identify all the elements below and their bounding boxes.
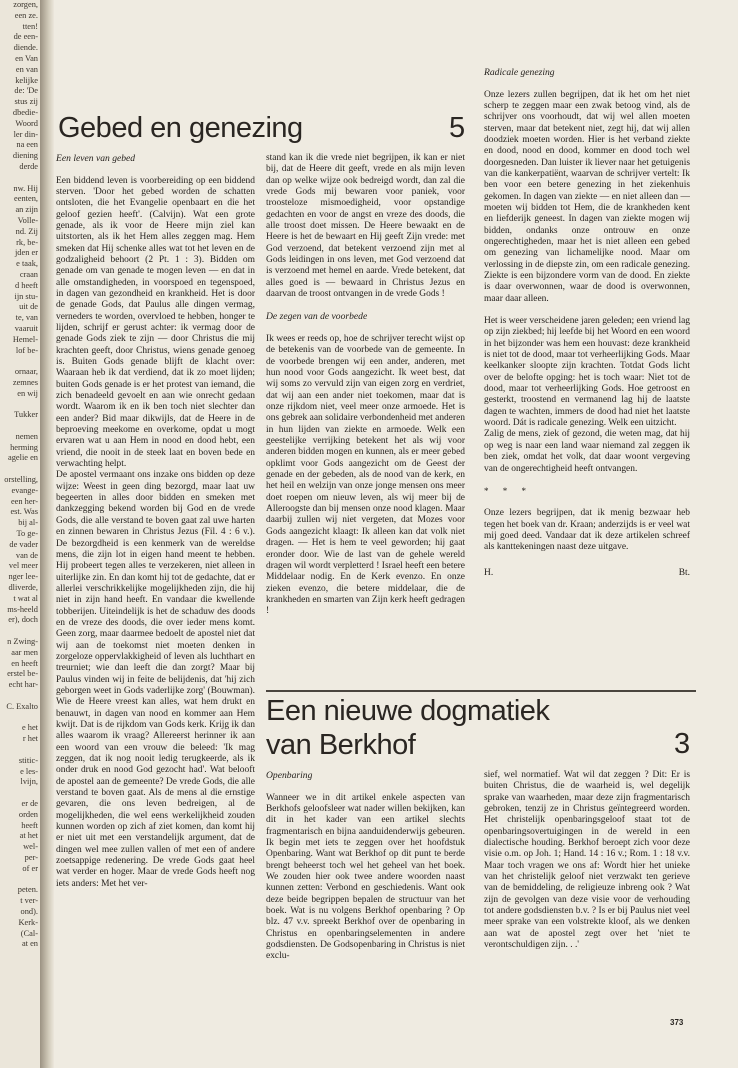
prev-page-fragment: Tukker [14, 410, 38, 420]
section-subhead: Radicale genezing [484, 67, 555, 78]
prev-page-fragment: Woord [15, 118, 38, 128]
paragraph: Ziekte is een bijzondere vorm van de dood. En ziekte is daar overwonnen, waar de dood is overwonnen, maar daar alleen. [484, 271, 690, 304]
paragraph: Zalig de mens, ziek of gezond, die weten mag, dat hij op weg is naar een land waar niemand zal zeggen ik ben ziek, omdat het volk, dat daar woont vergeving van de ongerechtigheid heeft ontvangen. [484, 429, 690, 474]
prev-page-fragment: nger lee- [8, 572, 38, 582]
prev-page-fragment: diening [12, 151, 38, 161]
prev-page-fragment: zemnes [12, 377, 38, 387]
paragraph: Onze lezers begrijpen, dat ik menig bezwaar heb tegen het boek van dr. Kraan; anderzijds is er veel wat mij goed deed. Vandaar dat ik deze artikelen schreef als kanttekeningen naast deze uitgave. [484, 508, 690, 553]
article1-column-3 [484, 67, 690, 579]
prev-page-fragment: stitic- [18, 755, 38, 765]
prev-page-fragment: erstel be- [7, 669, 38, 679]
prev-page-fragment: nw. Hij [13, 183, 38, 193]
prev-page-fragment: vel meer [8, 561, 38, 571]
prev-page-fragment: uit de [19, 302, 38, 312]
prev-page-fragment: rk, be- [16, 237, 38, 247]
prev-page-fragment: lof be- [15, 345, 38, 355]
prev-page-fragment: agelie en [8, 453, 38, 463]
prev-page-fragment [0, 626, 40, 637]
prev-page-fragment: ornaar, [14, 367, 38, 377]
prev-page-fragment: een her- [10, 496, 38, 506]
prev-page-fragment: Hemel- [12, 334, 38, 344]
paragraph: Onze lezers zullen begrijpen, dat ik het om het niet scherp te zeggen maar een zwak betoog vind, als de schrijver ons voorhoudt, dat wij wel allen moeten sterven, maar dat betekent niet, zegt hij, dat wij allen doodziek moeten worden. Hier is het verband ziekte en dood, nood en dood, kommer en dood toch wel doorgesneden. Dan luister ik liever naar het getuigenis van die kankerpatiënt, waarvan de schrijver vertelt: Ik ben voor een betere genezing in het ziekenhuis gekomen. In dagen van ziekte — en niet alleen dan — moeten wij bidden tot Hem, die de krankheden kent en liefderijk geneest. In dagen van ziekte mogen wij bidden, ondanks onze ontrouw en onze ongerechtigheden, maar het is niet alleen een gebed om genezing van lichamelijke nood. Maar om verlossing in de diepste zin, om een radicale genezing. [484, 89, 690, 270]
book-gutter [40, 0, 54, 1068]
previous-page-strip [0, 0, 40, 1068]
section-subhead: De zegen van de voorbede [266, 311, 368, 323]
prev-page-fragment: en heeft [11, 658, 38, 668]
page-number: 373 [670, 1018, 684, 1027]
prev-page-fragment: derde [19, 161, 38, 171]
prev-page-fragment: van de [15, 550, 38, 560]
prev-page-fragment: aar men [11, 647, 38, 657]
prev-page-fragment: en Van [15, 53, 38, 63]
prev-page-fragment: orden [18, 809, 38, 819]
prev-page-fragment: te, van [15, 313, 38, 323]
section-divider: * * * [484, 485, 532, 496]
prev-page-fragment: de vader [9, 539, 38, 549]
prev-page-fragment: er), doch [8, 615, 38, 625]
article2-title [266, 694, 549, 762]
prev-page-fragment: en wij [17, 388, 38, 398]
prev-page-fragment: ler din- [13, 129, 38, 139]
prev-page-fragment [0, 875, 40, 886]
prev-page-fragment: of er [22, 863, 38, 873]
article-divider-rule [266, 690, 696, 692]
prev-page-fragment: at en [21, 939, 38, 949]
prev-page-fragment: orstelling, [4, 475, 38, 485]
prev-page-fragment: ijn stu- [14, 291, 38, 301]
article2-column-1 [266, 770, 465, 963]
prev-page-fragment: est. Was [10, 507, 38, 517]
prev-page-fragment: e taak, [16, 259, 38, 269]
prev-page-fragment: evange- [11, 485, 38, 495]
prev-page-fragment: nd. Zij [15, 226, 38, 236]
prev-page-fragment: de: 'De [14, 86, 38, 96]
prev-page-fragment: zorgen, [13, 0, 38, 9]
prev-page-fragment: nemen [15, 431, 38, 441]
prev-page-fragment: dbedie- [12, 107, 38, 117]
article1-column-2 [266, 153, 465, 618]
prev-page-fragment [0, 399, 40, 410]
prev-page-fragment: per- [24, 852, 38, 862]
prev-page-fragment: een ze. [14, 10, 38, 20]
prev-page-fragment: C. Exalto [6, 701, 38, 711]
prev-page-fragment: dliverde, [8, 583, 38, 593]
prev-page-fragment: at het [19, 831, 38, 841]
article2-column-2 [484, 770, 690, 952]
prev-page-fragment: herming [10, 442, 38, 452]
prev-page-fragment [0, 745, 40, 756]
prev-page-fragment: jden er [14, 248, 38, 258]
prev-page-fragment: ond). [20, 906, 38, 916]
prev-page-fragment: lvijn, [20, 777, 38, 787]
article2-title-line: van Berkhof [266, 729, 416, 761]
prev-page-fragment: eenten, [14, 194, 38, 204]
article-title: Gebed en genezing [58, 112, 303, 144]
prev-page-fragment [0, 691, 40, 702]
prev-page-fragment: Kerk- [18, 917, 38, 927]
prev-page-fragment [0, 173, 40, 184]
article2-number: 3 [674, 728, 690, 760]
paragraph: Het is weer verscheidene jaren geleden; een vriend lag op zijn ziekbed; hij leefde bij het Woord en een woord in het bijzonder was hem een houvast: deze krankheid is niet tot de dood, maar tot verheerlijking Gods. Maar keelkanker sloopte zijn krachten. Totdat Gods licht over de belofte opging: het is toch waar: Niet tot de dood, maar tot verheerlijking Gods. Hoe getroost en gesterkt, troostend en vermanend lag hij de laatste dagen te wachten, immers de dood had niet het laatste woord. Dát is radicale genezing. Welk een uitzicht. [484, 316, 690, 429]
paragraph: stand kan ik die vrede niet begrijpen, ik kan er niet bij, dat de Heere dit geeft, vrede en als mijn leven dan op welke wijze ook bedreigd wordt, dan zal die vrede Gods mij bewaren voor paniek, voor troosteloze mismoedigheid, voor opstandige gedachten en voor de angst en vreze des doods, die alle troost doet missen. De Heere bewaakt en de Heere is het de bewaart en Hij geeft Zijn vrede: met God verzoend, dat betekent verzoend zijn met al Gods leidingen in ons leven, met God verzoend dat is verzoend met hemel en aarde. Vrede betekent, dat alles goed is — bewaard in Christus Jezus en daarvan de troost ontvangen in de vrede Gods ! [266, 153, 465, 300]
signature-left: H. [484, 567, 494, 578]
signature-right: Bt. [678, 567, 690, 578]
paragraph: Een biddend leven is voorbereiding op een biddend sterven. 'Door het gebed worden de schatten ontsloten, die het Evangelie openbaart en die het geloof gezien heeft'. (Calvijn). Wat een grote genade, als ik voor de Heere mijn ziel kan uitstorten, als ik het Hem alles zeggen mag. Hem smeken dat Hij schenke alles wat tot het leven en de godzaligheid behoort (2 Pt. 1 : 3). Bidden om genade om van genade te mogen leven — en dat in alle omstandigheden, in voorspoed en tegenspoed, in dagen van gezondheid en krankheid. Het is door de genade Gods, dat Paulus alle dingen vermag, verneders te worden, overvloed te hebben, honger te lijden, schrijf er gerust achter: ik vermag door de genade Gods ziek te zijn — door Christus die mij krachten geeft, door Christus, wiens genade genoeg is. Buiten Gods genade blijft de klacht over: Waaraan heb ik dat verdiend, dat ik zo moet lijden; buiten Gods genade is er het protest van iemand, die zich benadeeld gevoelt en aan wie onrecht gedaan wordt. Waarom ik en ik ben toch niet slechter dan een ander? Bid maar dikwijls, dat de Heere in de beproeving meekome en overkome, opdat u mogt ervaren wat u aan Hem in nood en dood hebt, een vriend, die nooit in de steek laat en boven bede en verwachting helpt. [56, 175, 255, 470]
prev-page-fragment: ms-heeld [7, 604, 38, 614]
prev-page-fragment: heeft [21, 820, 38, 830]
prev-page-fragment: wel- [23, 842, 38, 852]
magazine-page [54, 0, 738, 1068]
prev-page-fragment: na een [16, 140, 38, 150]
prev-page-fragment: en van [15, 64, 38, 74]
prev-page-fragment: e het [21, 723, 38, 733]
prev-page-fragment: vaaruit [14, 323, 38, 333]
prev-page-fragment: d heeft [14, 280, 38, 290]
prev-page-fragment: tten! [22, 21, 38, 31]
prev-page-fragment: craan [19, 269, 38, 279]
prev-page-fragment: stus zij [14, 97, 38, 107]
prev-page-fragment [0, 356, 40, 367]
prev-page-fragment: n Zwing- [7, 637, 38, 647]
prev-page-fragment [0, 788, 40, 799]
prev-page-fragment: diende. [13, 43, 38, 53]
signature-row [484, 568, 690, 579]
section-subhead: Een leven van gebed [56, 153, 136, 164]
prev-page-fragment: t wat al [13, 593, 38, 603]
prev-page-fragment [0, 421, 40, 432]
prev-page-fragment: peten. [17, 885, 38, 895]
prev-page-fragment: echt har- [8, 680, 38, 690]
prev-page-fragment: er de [21, 798, 38, 808]
paragraph: Wanneer we in dit artikel enkele aspecten van Berkhofs geloofsleer wat nader willen bekijken, kan dit in het kader van een artikel slechts fragmentarisch en bijna aanduidenderwijs gebeuren. Ik begin met iets te zeggen over het hoofdstuk Openbaring. Want wat Berkhof op dit punt te berde brengt beheerst toch wel het geheel van het boek. We zouden hier ook twee andere woorden naast kunnen zetten: Verbond en geschiedenis. Want ook deze beide begrippen bepalen de structuur van het boek. Wat is nu volgens Berkhof openbaring ? Op blz. 47 v.v. spreekt Berkhof over de openbaring in Christus en openbaringselementen in andere godsdiensten. De Godsopenbaring in Christus is niet exclu- [266, 792, 465, 962]
paragraph: Ik wees er reeds op, hoe de schrijver terecht wijst op de betekenis van de voorbede van de gemeente. In de voorbede brengen wij een ander, anderen, met hun nood voor Gods aangezicht. Ik weet best, dat wij soms zo vervuld zijn van eigen zorg en verdriet, dat wij aan een ander niet toekomen, maar dat is onze rijkdom niet, veel meer onze armoede. Het is ons gebrek aan solidaire verbondenheid met anderen in hun lijden van ziekte en armoede. Welk een geestelijke verrijking betekent het als wij voor anderen bidden mogen en kunnen, als er meer gebed opklimt voor Gods aangezicht om de Geest der genade en der gebeden, als de nood van de kerk, en het heil en welzijn van onze jonge mensen ons meer doet roepen om nieuw leven, als wij meer bij de Alleroogste dan bij mensen onze nood klagen. Maar daarbij zullen wij niet vergeten, dat Mozes voor Gods aangezicht klaagt: Ik alleen kan dat volk niet dragen. — Het is hem te veel geworden; hij gaat eronder door. Wie de last van de gehele wereld dragen wil wordt verpletterd ! Israel heeft een betere Middelaar nodig. En de Kerk evenzo. En onze zieken evenzo, die betere middelaar, die de krankheden en smarten van Zijn kerk heeft gedragen ! [266, 333, 465, 617]
prev-page-fragment [0, 464, 40, 475]
prev-page-fragment: de een- [13, 32, 38, 42]
prev-page-fragment: (Cal- [20, 928, 38, 938]
paragraph: De apostel vermaant ons inzake ons bidden op deze wijze: Weest in geen ding bezorgd, maar laat uw begeerten in alles door bidden en smeken met dankzegging bekend worden bij God en de vrede Gods, die alle verstand te boven gaat zal uwe harten en zinnen bewaren in Christus Jezus (Fil. 4 : 6 v.). De bezorgdheid is een kenmerk van de wereldse mens, die zijn lot in eigen hand meent te hebben. Hij probeert tegen alles te verzekeren, niet alleen in uiterlijke zin. En dan komt hij tot de gedachte, dat er allerlei verschrikkelijke mogelijkheden zijn, die hij niet in zijn hand heeft. En vandaar die kwellende tobberijen. Uiteindelijk is het de schaduw des doods en de vreze des doods, die over ieder mens komt. Geen zorg, maar daarmee bedoelt de apostel niet dat wij aan de toekomst niet moeten denken in zorgeloze oppervlakkigheid of leven als luchthart en treurniet; wie dan leeft die dan zorgt? Maar bij Paulus vinden wij in feite de belijdenis, dat 'hij zich geborgen weet in Gods vaderlijke zorg' (Bouwman). Wie de Heere vreest kan alles, wat hem drukt en benauwt, in dagen van nood en kommer aan Hem kwijt. Dat is de rijkdom van Gods kerk. Krijg ik dan alles waarom ik vraag? Allereerst herinner ik aan een woord van een vrouw die beleed: 'Ik mag zeggen, dat ik nog nooit ledig terugkeerde, als ik onder druk en nood God gezocht had'. Wat belooft de apostel aan de gemeente? De vrede Gods, die alle verstand te boven gaat. Als de mens al die ernstige gevaren, die ons leven bedreigen, al de mogelijkheden, die wel eens werkelijkheid zouden kunnen worden op zich af ziet komen, dan komt hij er niet uit met een verstandelijk argument, dat de dingen wel mee zullen vallen of met een of andere zoetsappige redenering. De vrede Gods gaat heel wat verder en hoger. Maar de vrede Gods heeft nog iets anders: Met het ver- [56, 470, 255, 889]
prev-page-fragment: an zijn [15, 205, 38, 215]
prev-page-fragment: Volle- [17, 215, 38, 225]
article2-title-line: Een nieuwe dogmatiek [266, 695, 550, 727]
article1-column-1 [56, 153, 255, 890]
prev-page-fragment: r het [22, 734, 38, 744]
prev-page-fragment: bij al- [18, 518, 38, 528]
prev-page-fragment: t ver- [20, 896, 38, 906]
article-number: 5 [449, 112, 465, 144]
prev-page-fragment: kelijke [15, 75, 38, 85]
prev-page-fragment: e les- [20, 766, 38, 776]
paragraph: sief, wel normatief. Wat wil dat zeggen ? Dit: Er is buiten Christus, die de waarheid is, wel degelijk sprake van waarheden, maar deze zijn fragmentarisch gebroken, tenzij ze in Christus geïntegreerd worden. Het christelijk openbaringsgeloof staat tot de openbaringsovertuigingen in de wereld in een dialectische houding. Berkhof beroept zich voor deze visie o.m. op Joh. 1; Hand. 14 : 16 v.; Rom. 1 : 18 v.v. Maar toch vragen we ons af: Wordt hier het unieke van het christelijk geloof niet verzwakt ten gerieve van de bemiddeling, de religieuze inbreng ook ? Wat zijn de gevolgen van deze visie voor de verhouding tot andere godsdiensten b.v. ? Is er bij Paulus niet veel meer sprake van een volstrekte kloof, als we denken aan wat de apostel zegt over het 'niet te verontschuldigen zijn. . .' [484, 770, 690, 951]
prev-page-fragment [0, 713, 40, 724]
section-subhead: Openbaring [266, 770, 313, 781]
prev-page-fragment: To ge- [16, 529, 38, 539]
